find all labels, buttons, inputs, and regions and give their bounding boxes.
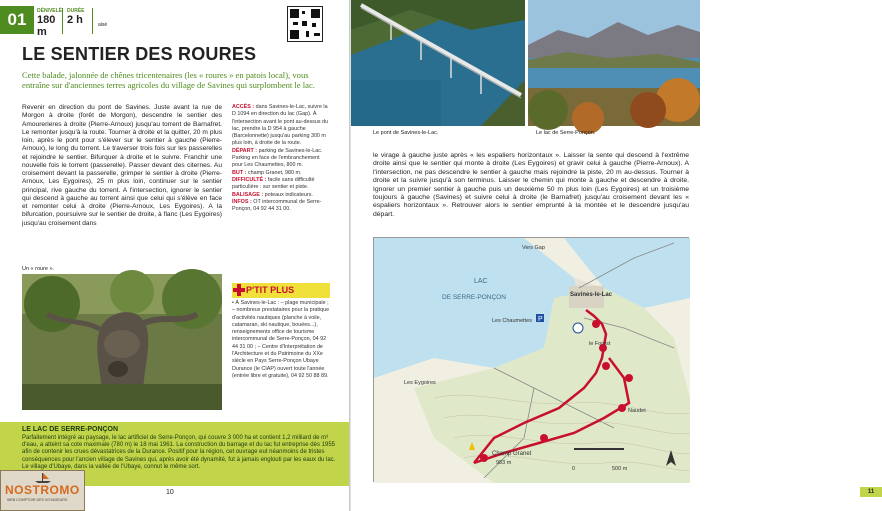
ptit-plus-label: P'TIT PLUS (246, 285, 295, 295)
balisage-text: poteaux indicateurs. (264, 191, 313, 198)
svg-text:P: P (538, 316, 543, 323)
infos-label: INFOS : (232, 198, 252, 205)
page-title: LE SENTIER DES ROURES (22, 44, 257, 64)
route-description-right: le virage à gauche juste après « les espaliers horizontaux ». Laisser la sente qui descend à l'extrême droite ainsi que le sentier qui monte à droite (Les Eygoires) et gravir celui à gauche (Pierre-Arnoux). A l'intersection, ne pas descendre le sentier à gauche mais rejoindre la piste, 20 m au-dessus. Tourner à droite et la suivre jusqu'à son terminus. Laisser le chemin qui monte à gauche et descendre à droite. Ignorer un premier sentier à gauche puis un deuxième 50 m plus loin (Les Eygoires) et un troisième toujours à gauche (Savines) et suivre celui à droite (le Barnafret) jusqu'au croisement devant les « espaliers horizontaux ». Retrouver alors le sentier emprunté à la montée et le descendre jusqu'au départ. (373, 152, 689, 218)
map-champ-granet: Champ Granet (492, 451, 532, 457)
map-naudet: Naudet (628, 408, 646, 414)
map-forest: le Forest (589, 341, 611, 347)
difficulte-label: DIFFICULTÉ : (232, 176, 267, 183)
practical-info (232, 104, 330, 213)
bridge-photo (351, 0, 525, 126)
map-eygoires: Les Eygoires (404, 380, 436, 386)
duration-value: 2 h (67, 14, 83, 26)
map-scale-500: 500 m (612, 466, 628, 472)
map-champ-altitude: 983 m (496, 460, 512, 466)
page-number-right: 11 (860, 487, 882, 497)
plus-icon (233, 284, 245, 296)
duration-label: DURÉE (67, 8, 85, 14)
page-number-left: 10 (166, 489, 174, 496)
map-savines: Savines-le-Lac (570, 292, 613, 298)
route-number: 01 (0, 6, 34, 34)
lake-photo (528, 0, 700, 126)
but-label: BUT : (232, 169, 247, 176)
balisage-label: BALISAGE : (232, 191, 264, 198)
elevation-value: 180 m (37, 14, 56, 38)
lake-photo-caption: Le lac de Serre-Ponçon. (536, 130, 596, 136)
tree-photo (22, 274, 222, 410)
lead-paragraph: Cette balade, jalonnée de chênes tricentenaires (les « roures » en patois local), vous entraîne sur d'anciennes terres agricoles du village de Savines qui surplombent le lac. (22, 70, 315, 91)
difficulte-text: facile sans difficulté particulière : sur sentier et piste. (232, 176, 315, 191)
route-description-left: Revenir en direction du pont de Savines. Juste avant la rue de Morgon à droite (forêt de Morgon), descendre le sentier des Amourerieres à droite (Pierre-Arnoux) jusqu'au torrent de Barnafret. Le remonter jusqu'à la route. Tourner à droite et la quitter, 20 m plus loin, après le pont pour s'élever sur le sentier à gauche (Pierre-Arnoux), le long du torrent. Le traverser trois fois sur les passerelles et rejoindre le sentier. Bifurquer à droite et le suivre. Franchir une nouvelle fois le torrent (passerelle). Passer devant des citernes. Au croisement devant la passerelle, grimper le sentier à droite (Pierre-Arnoux, Les Eygoires), 25 m plus loin, continuer sur le sentier principal, rive gauche du torrent. A l'intersection, ignorer le sentier qui descend à gauche au torrent ainsi que celui qui s'élève en face et remonter celui à droite (Pierre-Arnoux, Les Eygoires). A la bifurcation, poursuivre sur le sentier de droite, à flanc (Les Eygoires) jusqu'au croisement dans (22, 104, 222, 227)
nostromo-logo (0, 470, 85, 511)
infos-text: OT intercommunal de Serre-Ponçon, 04 92 44 31 00. (232, 198, 322, 213)
duration-box (67, 8, 93, 34)
acces-text: dans Savines-le-Lac, suivre la D 1094 en direction du lac (Gap). À l'intersection avant le pont au-dessus du lac, prendre la D 954 à gauche (Barcelonnette) jusqu'au parking 300 m plus loin, à droite de la route. (232, 104, 329, 147)
ptit-plus-text: • À Savines-le-Lac : – plage municipale ; – nombreux prestataires pour la pratique d'activités nautiques (planche à voile, catamaran, ski nautique, bouées...), renseignements office de tourisme intercommunal de Serre-Ponçon, 04 92 44 31 00 ; – Centre d'Interprétation de l'Architecture et du Patrimoine du XXe siècle en Pays Serre-Ponçon Ubaye Durance (le CIAP) ouvert toute l'année (entrée libre et gratuite), 04 92 50 88 89. (232, 300, 330, 379)
map-chaumettes: Les Chaumettes (492, 318, 533, 324)
tree-photo-caption: Un « roure ». (22, 266, 55, 272)
lake-info-text: Parfaitement intégré au paysage, le lac artificiel de Serre-Ponçon, qui couvre 3 000 ha et contient 1,2 milliard de m³ d'eau, a atteint sa cote maximale (780 m) le 18 mai 1961. La construction du barrage et du lac fut entreprise dès 1955 afin de contenir les crues dévastatrices de la Durance. Positif pour la région, cet ouvrage eut néanmoins de tristes conséquences pour l'ancien village de Savines qui, après avoir été dynamité, fut à jamais englouti par les eaux du lac. Le village d'Ubaye, dans la vallée de l'Ubaye, connut le même sort. (22, 435, 336, 470)
ship-icon (33, 472, 53, 483)
but-text: champ Granet, 980 m. (247, 169, 302, 176)
north-arrow-icon (664, 450, 678, 470)
logo-name: NOSTROMO (5, 483, 80, 497)
qr-code-icon[interactable] (287, 6, 323, 42)
map-lake-name-1: LAC (474, 278, 488, 285)
left-page (0, 0, 350, 511)
map-scale-zero: 0 (572, 466, 576, 472)
map-vers-gap: Vers Gap (522, 245, 545, 251)
ptit-plus-banner (232, 283, 330, 298)
depart-text: parking de Savines-le-Lac. Parking en face de l'embranchement pour Les Chaumettes, 800 m. (232, 147, 323, 169)
lake-info-title: LE LAC DE SERRE-PONÇON (22, 426, 119, 433)
right-page (351, 0, 875, 511)
route-map[interactable] (373, 237, 689, 482)
difficulty-value: aisé (98, 22, 108, 28)
map-lake-name-2: DE SERRE-PONÇON (442, 294, 506, 301)
bridge-photo-caption: Le pont de Savines-le-Lac. (373, 130, 439, 136)
elevation-box (37, 8, 63, 38)
acces-label: ACCÈS : (232, 104, 255, 110)
elevation-label: DÉNIVELÉ (37, 8, 63, 14)
logo-subtitle: WEB COMPTOIR DES VOYAGEURS (7, 498, 68, 502)
depart-label: DÉPART : (232, 147, 258, 154)
